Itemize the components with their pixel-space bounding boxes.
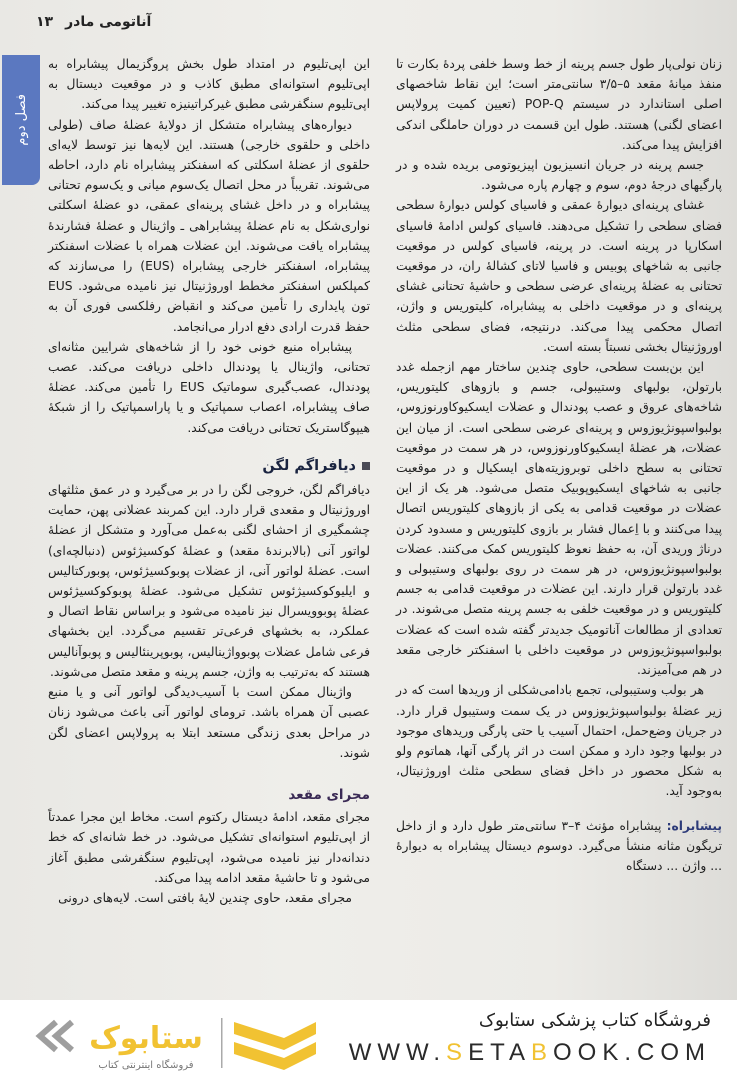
section-title: آناتومی مادر [65,14,152,30]
paragraph: مجرای مقعد، حاوی چندین لایهٔ بافتی است. لایه‌های درونی [58,890,352,905]
svg-text:ستابوک: ستابوک [89,1021,203,1056]
paragraph: واژینال ممکن است با آسیب‌دیدگی لواتور آنی و یا منبع عصبی آن همراه باشد. ترومای لواتور آنی باعث می‌شود زنان در مراحل بعدی زندگی مستعد ابتلا به پرولاپس اعضای لگن شوند. [48,685,370,760]
paragraph: دیافراگم لگن، خروجی لگن را در بر می‌گیرد و در عمق مثلثهای اوروژنیتال و مقعدی قرار دارد. این کمربند عضلانی پهن، حمایت چشمگیری از احشای لگنی به‌عمل می‌آورد و متشکل از عضلهٔ لواتور آنی (بالابرندهٔ مقعد) و عضلهٔ کوکسیژئوس (دنبالچه‌ای) است. عضلهٔ لواتور آنی، از عضلات پوبوکسیژئوس، پوبورکتالیس و ایلیوکوکسیژئوس تشکیل می‌شود. عضلهٔ پوبوکوکسیژئوس عضلهٔ پوبوویسرال نیز نامیده می‌شود و براساس نقاط اتصال و عملکرد، به بخشهای فرعی‌تر تقسیم می‌گردد. این بخشهای فرعی شامل عضلات پوبوواژینالیس، پوبوپرینئالیس و پوبوآنالیس هستند که به‌ترتیب به واژن، جسم پرینه و مقعد متصل می‌شوند. [48,483,370,679]
paragraph-urethra: پیشابراه: پیشابراه مؤنث ۴–۳ سانتی‌متر طول دارد و از داخل تریگون مثانه منشأ می‌گیرد. دوسوم دیستال پیشابراه به دیوارهٔ ... واژن ... دستگاه [396,818,722,873]
running-header [36,14,151,30]
subsection-heading: مجرای مقعد [288,786,370,803]
paragraph: این اپی‌تلیوم در امتداد طول بخش پروگزیمال پیشابراه به اپی‌تلیوم استوانه‌ای مطبق کاذب و در موقعیت دیستال به اپی‌تلیوم سنگفرشی مطبق غیرکراتینیزه تغییر پیدا می‌کند. [48,57,370,112]
term-urethra: پیشابراه: [666,818,722,833]
store-banner [0,1000,737,1080]
store-url[interactable]: WWW.SETABOOK.COM [348,1039,711,1066]
store-title: فروشگاه کتاب پزشکی ستابوک [478,1010,711,1031]
double-chevron-icon [40,1022,72,1050]
chapter-label: فصل دوم [13,94,29,146]
page-number: ۱۳ [36,14,54,30]
paragraph: غشای پرینه‌ای دیوارهٔ عمقی و فاسیای کولس دیوارهٔ سطحی فضای سطحی را تشکیل می‌دهند. فاسیای کولس ادامهٔ فاسیای اسکارپا در پرینه است. در پرینه، فاسیای کولس در موقعیت جانبی به شاخهای پوبیس و فاسیا لاتای کشالهٔ ران، در موقعیت تحتانی به عضلهٔ پرینه‌ای عرضی سطحی و حاشیهٔ تحتانی غشای پرینه‌ای و در موقعیت داخلی به پیشابراه، کلیتوریس و واژن، اتصال محکمی پیدا می‌کند. درنتیجه، فضای سطحی مثلث اوروژنیتال بخشی نسبتاً بسته است. [396,198,722,354]
chevron-logo-icon [234,1022,316,1070]
svg-text:فروشگاه اینترنتی کتاب: فروشگاه اینترنتی کتاب [98,1060,194,1071]
chapter-tab [2,55,40,185]
right-column [396,54,722,876]
paragraph: پیشابراه منبع خونی خود را از شاخه‌های شرایین مثانه‌ای تحتانی، واژینال یا پودندال داخلی دریافت می‌کند. عصب پودندال، عصب‌گیری سوماتیک EUS را تأمین می‌کند. عضلهٔ صاف پیشابراه، اعصاب سمپاتیک و یا پاراسمپاتیک را از شبکهٔ هیپوگاستریک تحتانی دریافت می‌کند. [48,339,370,435]
paragraph: جسم پرینه در جریان انسیزیون اپیزیوتومی بریده شده و در پارگیهای درجهٔ دوم، سوم و چهارم پاره می‌شود. [396,158,722,193]
section-heading: دیافراگم لگن [48,456,370,476]
left-column [48,54,370,908]
paragraph: هر بولب وستیبولی، تجمع بادامی‌شکلی از وریدها است که در زیر عضلهٔ بولبواسپونژیوزوس در یک سمت وستیبول قرار دارد. در جریان وضع‌حمل، احتمال آسیب یا حتی پارگی وریدهای موجود در بولبها وجود دارد و ممکن است در اثر پارگی آنها، هماتوم ولو به شکل محصور در داخل فضای سطحی مثلث اوروژنیتال، به‌وجود آید. [396,683,722,799]
store-info [349,1010,711,1067]
paragraph: زنان نولی‌پار طول جسم پرینه از خط وسط خلفی پردهٔ بکارت تا منفذ میانهٔ مقعد ۵–۳/۵ سانتی‌متر است؛ این نقاط شاخصهای اصلی استاندارد در سیستم POP-Q (تعیین کمیت پرولاپس اعضای لگنی) هستند. طول این قسمت در دوران حاملگی اندکی افزایش پیدا می‌کند. [396,57,722,152]
paragraph: مجرای مقعد، ادامهٔ دیستال رکتوم است. مخاط این مجرا عمدتاً از اپی‌تلیوم استوانه‌ای تشکیل می‌شود. در خط شانه‌ای که خط دندانه‌دار نیز نامیده می‌شود، اپی‌تلیوم سنگفرشی مطبق آغاز می‌شود و تا حاشیهٔ مقعد ادامه پیدا می‌کند. [48,810,370,885]
paragraph: دیواره‌های پیشابراه متشکل از دولایهٔ عضلهٔ صاف (طولی داخلی و حلقوی خارجی) هستند. این لایه‌ها نیز توسط لایه‌ای حلقوی از عضلهٔ اسکلتی که اسفنکتر پیشابراه نام دارد، احاطه می‌شوند. تقریباً در محل اتصال یک‌سوم میانی و یک‌سوم تحتانی پیشابراه و در داخل غشای پرینه‌ای عمقی، دو عضلهٔ اسکلتی نواری‌شکل به نام عضلهٔ پیشابراهی ـ واژینال و عضلهٔ فشارندهٔ پیشابراه یافت می‌شوند. این عضلات همراه با عضلات اسفنکتر پیشابراه، اسفنکتر خارجی پیشابراه (EUS) را می‌سازند که کمپلکس اسفنکتر مخطط اوروژنیتال نیز نامیده می‌شود. EUS تون پایداری را تأمین می‌کند و انقباض رفلکسی فوری آن به حفظ قدرت ارادی دفع ادرار می‌انجامد. [48,117,370,334]
paragraph: این بن‌بست سطحی، حاوی چندین ساختار مهم ازجمله غدد بارتولن، بولبهای وستیبولی، جسم و بازوهای کلیتوریس، شاخه‌های عروق و عصب پودندال و عضلات ایسکیوکاورنوزوس، بولبواسپونژیوزوس و پرینه‌ای عرضی سطحی است. از میان این عضلات، هر عضلهٔ ایسکیوکاورنوزوس، در هر سمت در موقعیت تحتانی به سطح داخلی توبروزیته‌های ایسکیال و در موقعیت جانبی به شاخهای ایسکیوپوبیک متصل می‌شود. هر یک از این عضلات در موقعیت قدامی به یکی از بازوهای کلیتوریس اتصال پیدا می‌کنند و با اِعمال فشار بر بازوی کلیتوریس و مسدود کردن درناژ وریدی آن، به حفظ نعوظ کلیتوریس کمک می‌کنند. عضلات بولبواسپونژیوزوس، در هر سمت در روی بولبهای وستیبولی و غدد بارتولن قرار دارند. این عضلات در موقعیت قدامی به جسم کلیتوریس و در موقعیت خلفی به جسم پرینه متصل می‌شوند. در تعدادی از مطالعات آناتومیک جدیدتر گفته شده است که عضلات بولبواسپونژیوزوس در موقعیت داخلی با اسفنکتر خارجی مقعد در هم می‌آمیزند. [396,360,722,678]
square-bullet-icon [362,462,370,470]
setabook-logo [26,1008,316,1072]
